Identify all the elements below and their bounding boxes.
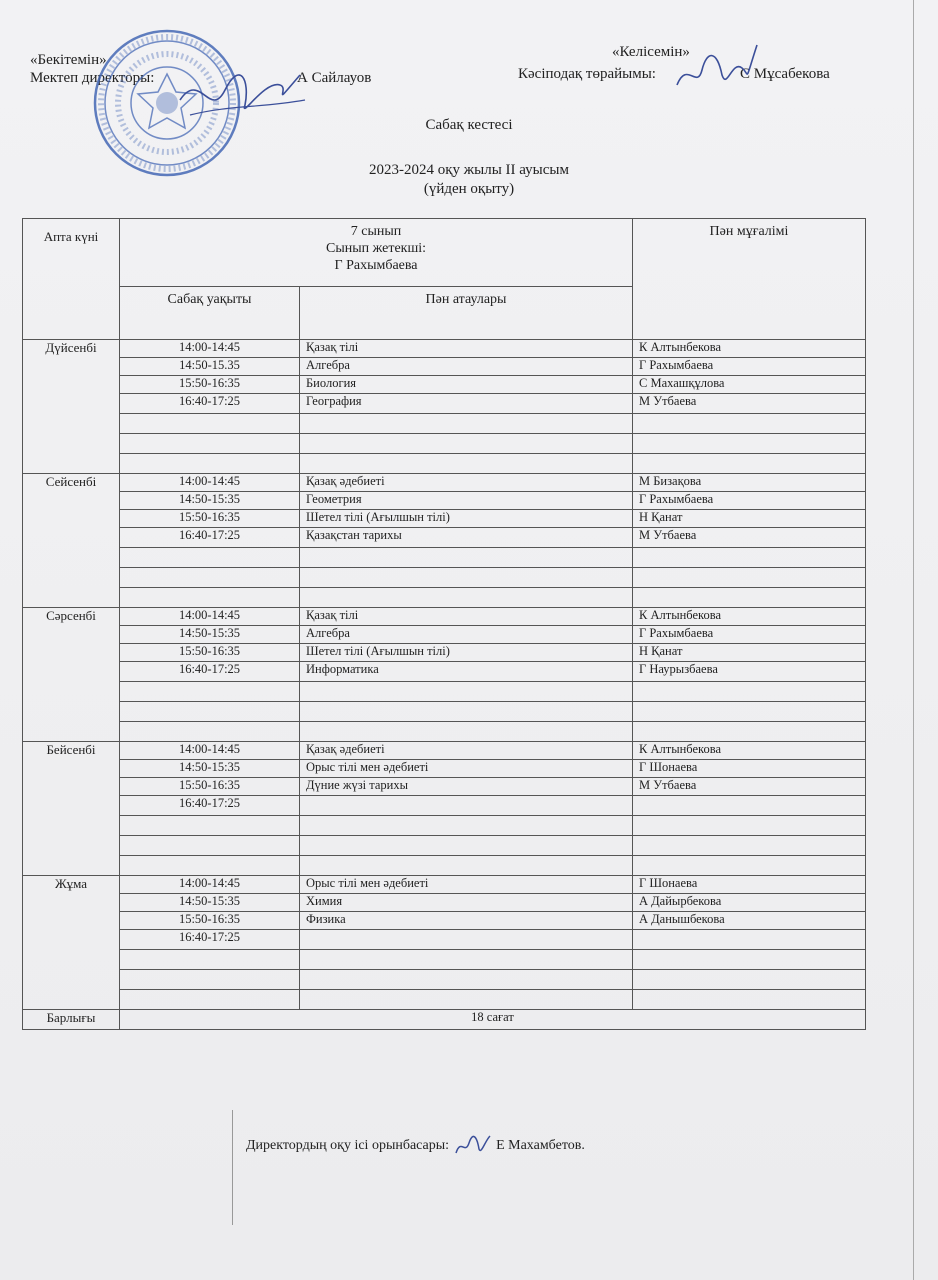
total-label: Барлығы [23,1010,120,1030]
table-row [23,876,866,894]
day-name: Сейсенбі [23,474,120,608]
table-row [23,836,866,856]
table-row [23,912,866,930]
col-teacher-header: Пән мұғалімі [633,219,866,340]
approve-label-right: «Келісемін» [612,44,690,60]
subject-cell [300,454,633,474]
teacher-cell: М Утбаева [633,528,866,548]
subject-cell [300,702,633,722]
study-mode: (үйден оқыту) [423,181,515,197]
table-row [23,340,866,358]
teacher-cell [633,856,866,876]
subject-cell: Физика [300,912,633,930]
teacher-cell: Н Қанат [633,644,866,662]
table-row [23,358,866,376]
time-cell [120,722,300,742]
subject-cell [300,414,633,434]
time-cell [120,856,300,876]
teacher-cell [633,836,866,856]
teacher-cell: М Утбаева [633,778,866,796]
teacher-cell [633,796,866,816]
subject-cell [300,682,633,702]
table-row [23,626,866,644]
teacher-cell [633,702,866,722]
table-row [23,760,866,778]
table-row [23,528,866,548]
time-cell: 16:40-17:25 [120,394,300,414]
time-cell [120,682,300,702]
director-name: А Сайлауов [297,70,372,86]
subject-cell: Биология [300,376,633,394]
time-cell: 16:40-17:25 [120,528,300,548]
subject-cell: Қазақ тілі [300,608,633,626]
teacher-cell: К Алтынбекова [633,608,866,626]
table-row [23,548,866,568]
time-cell: 14:00-14:45 [120,608,300,626]
table-row [23,662,866,682]
subject-cell: Орыс тілі мен әдебиеті [300,876,633,894]
subject-cell [300,836,633,856]
deputy-name: Е Махамбетов. [496,1138,585,1154]
subject-cell: Қазақ әдебиеті [300,742,633,760]
time-cell: 16:40-17:25 [120,930,300,950]
time-cell [120,568,300,588]
table-row [23,376,866,394]
table-row [23,970,866,990]
deputy-signature-icon [453,1133,493,1159]
table-row [23,608,866,626]
time-cell [120,702,300,722]
subject-cell [300,970,633,990]
teacher-cell [633,548,866,568]
class-header [120,219,633,287]
table-row [23,474,866,492]
time-cell: 16:40-17:25 [120,796,300,816]
table-row [23,930,866,950]
table-row [23,510,866,528]
deputy-line [246,1133,585,1159]
table-row [23,394,866,414]
teacher-cell [633,454,866,474]
subject-cell [300,722,633,742]
time-cell [120,836,300,856]
time-cell: 14:00-14:45 [120,876,300,894]
day-name: Бейсенбі [23,742,120,876]
subject-cell: Шетел тілі (Ағылшын тілі) [300,644,633,662]
time-cell: 15:50-16:35 [120,778,300,796]
subject-cell [300,796,633,816]
time-cell: 15:50-16:35 [120,376,300,394]
subject-cell: Информатика [300,662,633,682]
teacher-cell [633,568,866,588]
subject-cell: Дүние жүзі тарихы [300,778,633,796]
teacher-cell [633,970,866,990]
subject-cell [300,434,633,454]
col-time-header: Сабақ уақыты [120,287,300,340]
time-cell: 14:50-15:35 [120,894,300,912]
teacher-cell [633,414,866,434]
subject-cell: Орыс тілі мен әдебиеті [300,760,633,778]
subject-cell: География [300,394,633,414]
teacher-cell [633,816,866,836]
class-teacher-name: Г Рахымбаева [334,258,418,273]
teacher-cell [633,990,866,1010]
teacher-cell [633,950,866,970]
scan-line [232,1110,233,1225]
time-cell [120,990,300,1010]
teacher-cell: А Данышбекова [633,912,866,930]
teacher-cell: Г Шонаева [633,876,866,894]
table-row [23,434,866,454]
time-cell: 16:40-17:25 [120,662,300,682]
table-row [23,816,866,836]
schedule-table [22,218,866,1030]
deputy-role: Директордың оқу ісі орынбасары: [246,1138,450,1154]
teacher-cell: Н Қанат [633,510,866,528]
time-cell: 15:50-16:35 [120,644,300,662]
subject-cell: Алгебра [300,626,633,644]
teacher-cell: С Махашқұлова [633,376,866,394]
table-row [23,682,866,702]
table-row [23,644,866,662]
time-cell: 14:50-15:35 [120,626,300,644]
subject-cell: Алгебра [300,358,633,376]
time-cell [120,970,300,990]
table-row [23,950,866,970]
day-name: Сәрсенбі [23,608,120,742]
teacher-cell: Г Шонаева [633,760,866,778]
col-day-header: Апта күні [23,219,120,340]
subject-cell [300,950,633,970]
teacher-cell [633,434,866,454]
time-cell: 14:50-15:35 [120,492,300,510]
table-row [23,414,866,434]
time-cell [120,816,300,836]
union-chair-name: С Мұсабекова [740,66,830,82]
day-name: Дүйсенбі [23,340,120,474]
teacher-cell: Г Наурызбаева [633,662,866,682]
table-row [23,454,866,474]
paper-edge [913,0,914,1280]
table-row [23,742,866,760]
academic-year: 2023-2024 оқу жылы ІІ ауысым [369,162,569,178]
director-role: Мектеп директоры: [30,70,155,86]
teacher-cell [633,722,866,742]
schedule-title: Сабақ кестесі [425,117,513,133]
time-cell: 15:50-16:35 [120,510,300,528]
table-row [23,894,866,912]
time-cell [120,434,300,454]
day-name: Жұма [23,876,120,1010]
time-cell: 14:50-15:35 [120,760,300,778]
total-value: 18 сағат [120,1010,866,1030]
teacher-cell [633,588,866,608]
table-row [23,702,866,722]
time-cell [120,950,300,970]
subject-cell: Шетел тілі (Ағылшын тілі) [300,510,633,528]
subject-cell [300,930,633,950]
time-cell: 14:50-15.35 [120,358,300,376]
col-subject-header: Пән атаулары [300,287,633,340]
table-row [23,990,866,1010]
union-role: Кәсіподақ төрайымы: [518,66,656,82]
table-row [23,796,866,816]
subject-cell [300,990,633,1010]
subject-cell [300,588,633,608]
table-row [23,568,866,588]
subject-cell: Геометрия [300,492,633,510]
teacher-cell: М Утбаева [633,394,866,414]
subject-cell: Қазақ тілі [300,340,633,358]
teacher-cell [633,930,866,950]
subject-cell [300,856,633,876]
table-row [23,722,866,742]
subject-cell [300,816,633,836]
teacher-cell [633,682,866,702]
class-teacher-label: Сынып жетекші: [325,241,427,256]
time-cell: 15:50-16:35 [120,912,300,930]
class-name: 7 сынып [350,224,402,239]
subject-cell [300,548,633,568]
time-cell [120,414,300,434]
table-row [23,588,866,608]
subject-cell: Химия [300,894,633,912]
approve-label-left: «Бекітемін» [30,52,107,68]
time-cell: 14:00-14:45 [120,474,300,492]
subject-cell [300,568,633,588]
subject-cell: Қазақстан тарихы [300,528,633,548]
table-row [23,778,866,796]
subject-cell: Қазақ әдебиеті [300,474,633,492]
teacher-cell: Г Рахымбаева [633,626,866,644]
teacher-cell: М Бизақова [633,474,866,492]
teacher-cell: А Дайырбекова [633,894,866,912]
union-signature-icon [672,40,762,100]
table-row [23,856,866,876]
time-cell: 14:00-14:45 [120,340,300,358]
teacher-cell: Г Рахымбаева [633,358,866,376]
teacher-cell: К Алтынбекова [633,340,866,358]
time-cell [120,588,300,608]
table-row [23,492,866,510]
teacher-cell: Г Рахымбаева [633,492,866,510]
time-cell [120,548,300,568]
time-cell [120,454,300,474]
teacher-cell: К Алтынбекова [633,742,866,760]
time-cell: 14:00-14:45 [120,742,300,760]
